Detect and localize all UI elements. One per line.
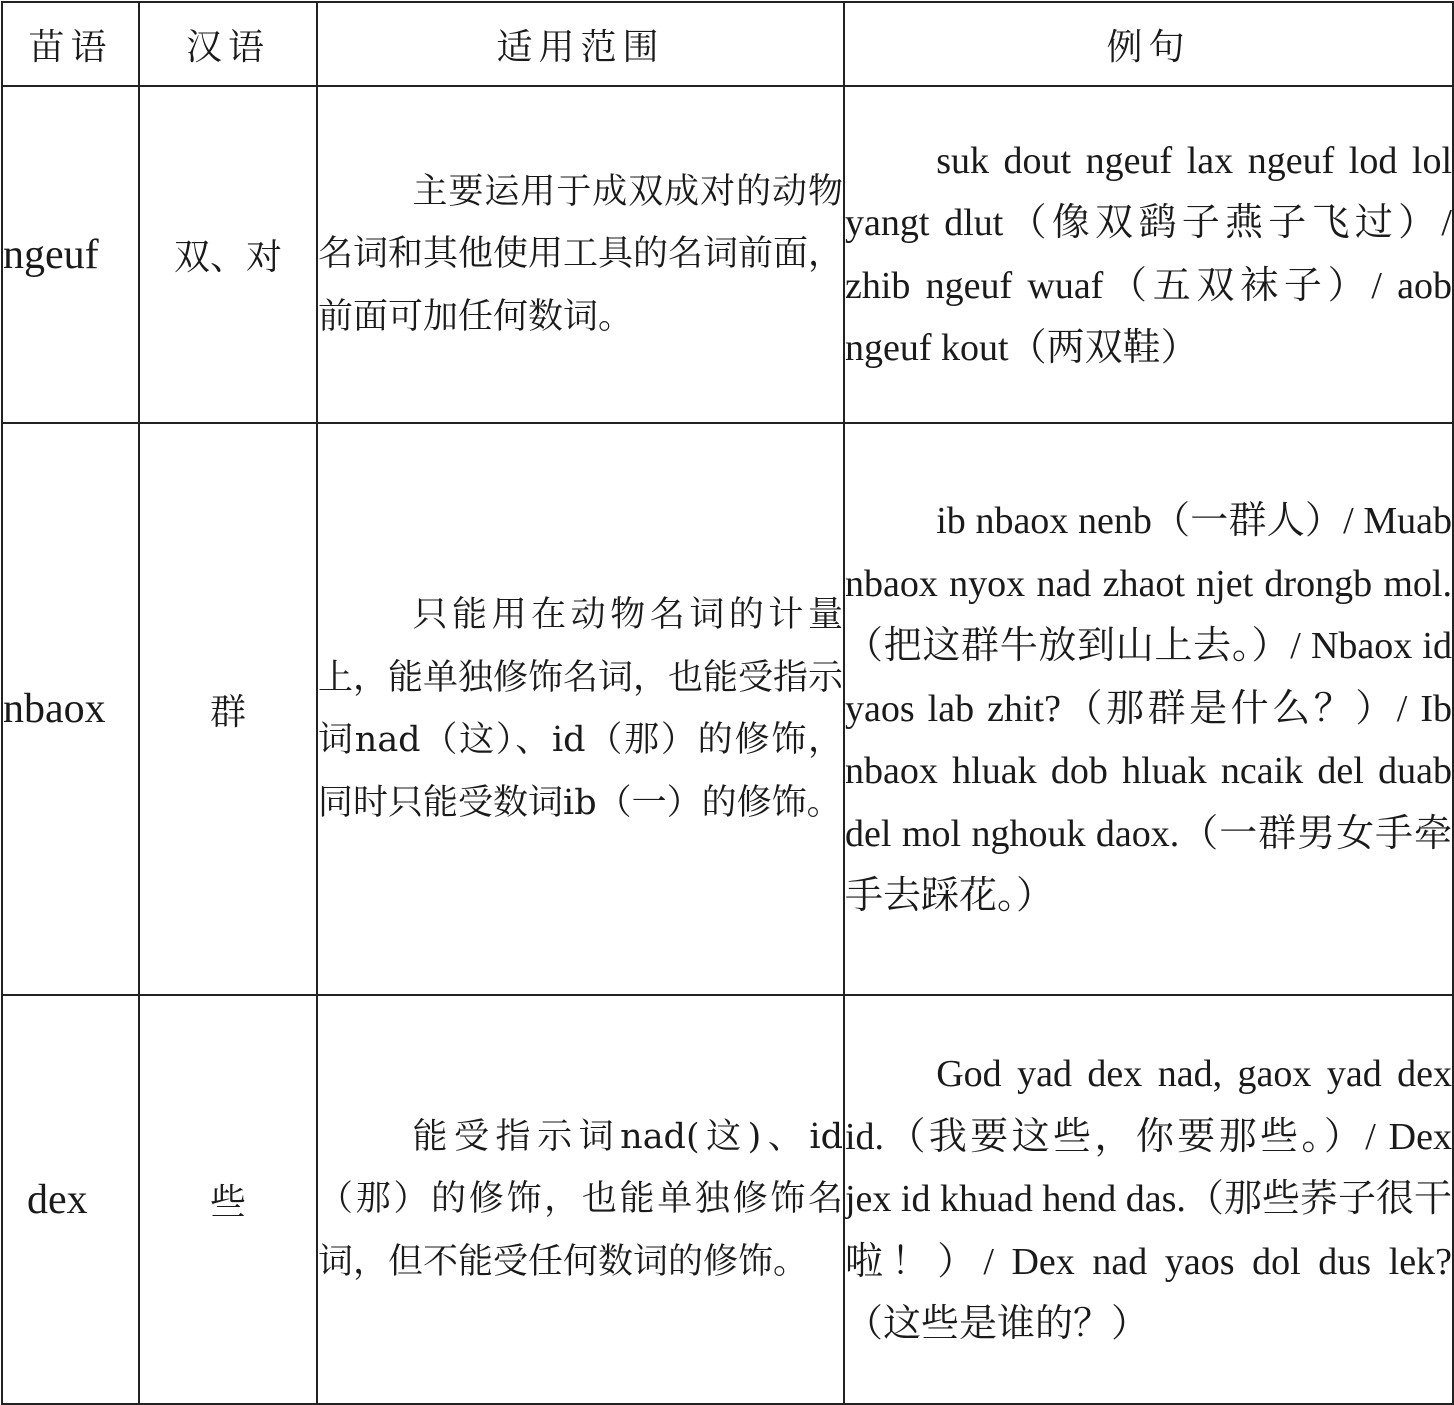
table-row (2, 995, 1453, 1404)
header-example: 例句 (844, 2, 1453, 86)
example-sentence-cell (844, 423, 1453, 995)
usage-scope-cell (317, 995, 844, 1404)
example-sentence-text: God yad dex nad, gaox yad dex id.（我要这些，你要那些。）/ Dex jex id khuad hend das.（那些荞子很干啦！）/ Dex nad yaos dol dus lek?（这些是谁的？） (845, 1053, 1452, 1346)
miao-word-cell: nbaox (2, 423, 139, 995)
measure-word-table (1, 1, 1454, 1405)
example-sentence-text: suk dout ngeuf lax ngeuf lod lol yangt dlut（像双鹞子燕子飞过）/ zhib ngeuf wuaf（五双袜子）/ aob ngeuf kout（两双鞋） (845, 139, 1452, 369)
chinese-word-cell: 双、对 (139, 86, 317, 423)
miao-word-cell: ngeuf (2, 86, 139, 423)
usage-scope-cell (317, 423, 844, 995)
chinese-word-cell: 群 (139, 423, 317, 995)
header-miao: 苗语 (2, 2, 139, 86)
usage-scope-cell (317, 86, 844, 423)
usage-scope-text: 只能用在动物名词的计量上，能单独修饰名词，也能受指示词nad（这）、id（那）的修饰，同时只能受数词ib（一）的修饰。 (318, 595, 844, 823)
usage-scope-text: 能受指示词nad(这)、id（那）的修饰，也能单独修饰名词，但不能受任何数词的修饰。 (318, 1116, 843, 1282)
example-sentence-cell (844, 86, 1453, 423)
table-row (2, 423, 1453, 995)
usage-scope-text: 主要运用于成双成对的动物名词和其他使用工具的名词前面，前面可加任何数词。 (318, 171, 844, 337)
example-sentence-text: ib nbaox nenb（一群人）/ Muab nbaox nyox nad zhaot njet drongb mol.（把这群牛放到山上去。）/ Nbaox id yaos lab zhit?（那群是什么？）/ Ib nbaox hluak dob hluak ncaik del duab del mol nghouk daox.（一群男女手牵手去踩花。） (845, 500, 1452, 918)
header-scope: 适用范围 (317, 2, 844, 86)
header-han: 汉语 (139, 2, 317, 86)
table-row (2, 86, 1453, 423)
header-row (2, 2, 1453, 86)
chinese-word-cell: 些 (139, 995, 317, 1404)
miao-word-cell: dex (2, 995, 139, 1404)
example-sentence-cell (844, 995, 1453, 1404)
